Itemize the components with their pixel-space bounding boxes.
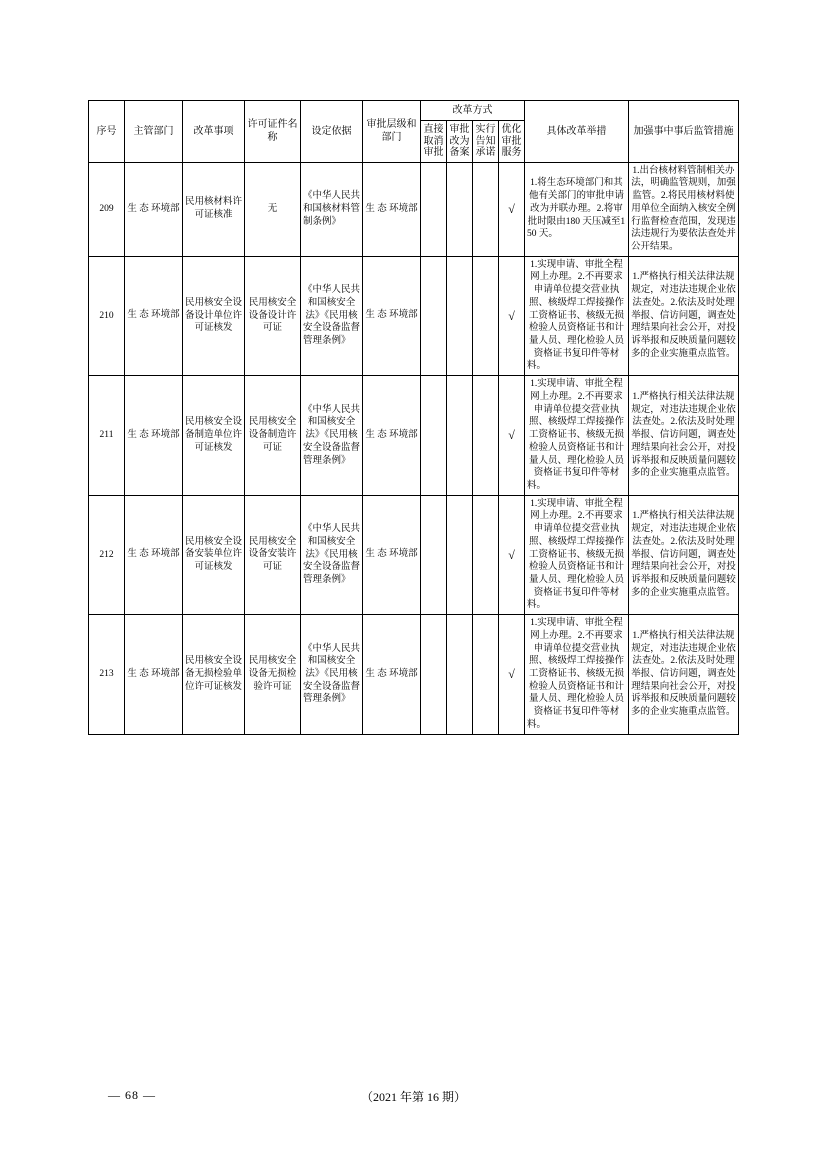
cell-seq: 213 [89, 615, 125, 734]
header-basis: 设定依据 [301, 101, 363, 163]
cell-level: 生 态 环境部 [363, 495, 421, 614]
cell-record [447, 376, 473, 495]
cell-basis: 《中华人民共和国核安全法》《民用核安全设备监督管理条例》 [301, 256, 363, 375]
cell-supervision: 1.严格执行相关法律法规规定，对违法违规企业依法查处。2.依法及时处理举报、信访问题，调查处理结果向社会公开，对投诉举报和反映质量问题较多的企业实施重点监管。 [629, 256, 739, 375]
header-reform-group: 改革方式 [421, 101, 525, 121]
cell-record [447, 256, 473, 375]
header-notify: 实行告知承诺 [473, 121, 499, 163]
cell-notify [473, 256, 499, 375]
cell-basis: 《中华人民共和国核材料管制条例》 [301, 162, 363, 256]
cell-cert: 民用核安全设备制造许可证 [245, 376, 301, 495]
cell-dept: 生 态 环境部 [125, 256, 183, 375]
cell-level: 生 态 环境部 [363, 256, 421, 375]
cell-notify [473, 376, 499, 495]
cell-measures: 1.实现申请、审批全程网上办理。2.不再要求申请单位提交营业执照、核级焊工焊接操作工资格证书、核级无损检验人员资格证书和计量人员、理化检验人员资格证书复印件等材料。 [525, 615, 629, 734]
cell-optimize: √ [499, 495, 525, 614]
cell-dept: 生 态 环境部 [125, 376, 183, 495]
issue-label: （2021 年第 16 期） [360, 1090, 466, 1104]
cell-notify [473, 495, 499, 614]
cell-basis: 《中华人民共和国核安全法》《民用核安全设备监督管理条例》 [301, 495, 363, 614]
cell-basis: 《中华人民共和国核安全法》《民用核安全设备监督管理条例》 [301, 376, 363, 495]
header-supervision: 加强事中事后监管措施 [629, 101, 739, 163]
cell-supervision: 1.严格执行相关法律法规规定，对违法违规企业依法查处。2.依法及时处理举报、信访问题，调查处理结果向社会公开，对投诉举报和反映质量问题较多的企业实施重点监管。 [629, 376, 739, 495]
cell-optimize: √ [499, 256, 525, 375]
cell-level: 生 态 环境部 [363, 615, 421, 734]
header-record: 审批改为备案 [447, 121, 473, 163]
table-row [89, 162, 739, 256]
cell-cancel [421, 376, 447, 495]
cell-supervision: 1.严格执行相关法律法规规定，对违法违规企业依法查处。2.依法及时处理举报、信访问题，调查处理结果向社会公开，对投诉举报和反映质量问题较多的企业实施重点监管。 [629, 495, 739, 614]
page-number: — 68 — [108, 1088, 156, 1102]
header-seq: 序号 [89, 101, 125, 163]
table-header [89, 101, 739, 163]
cell-cancel [421, 162, 447, 256]
header-row-1 [89, 101, 739, 121]
cell-cancel [421, 495, 447, 614]
cell-notify [473, 615, 499, 734]
cell-seq: 211 [89, 376, 125, 495]
cell-basis: 《中华人民共和国核安全法》《民用核安全设备监督管理条例》 [301, 615, 363, 734]
cell-optimize: √ [499, 376, 525, 495]
header-level: 审批层级和部门 [363, 101, 421, 163]
table-row [89, 615, 739, 734]
table-body [89, 162, 739, 734]
header-optimize: 优化审批服务 [499, 121, 525, 163]
cell-record [447, 615, 473, 734]
cell-cancel [421, 256, 447, 375]
table-row [89, 495, 739, 614]
cell-measures: 1.实现申请、审批全程网上办理。2.不再要求申请单位提交营业执照、核级焊工焊接操作工资格证书、核级无损检验人员资格证书和计量人员、理化检验人员资格证书复印件等材料。 [525, 256, 629, 375]
cell-supervision: 1.出台核材料管制相关办法，明确监管规则，加强监管。2.将民用核材料使用单位全面纳入核安全例行监督检查范围，发现违法违规行为要依法查处并公开结果。 [629, 162, 739, 256]
cell-cancel [421, 615, 447, 734]
cell-dept: 生 态 环境部 [125, 495, 183, 614]
cell-item: 民用核安全设备安装单位许可证核发 [183, 495, 245, 614]
cell-cert: 民用核安全设备设计许可证 [245, 256, 301, 375]
table-row [89, 376, 739, 495]
cell-item: 民用核安全设备无损检验单位许可证核发 [183, 615, 245, 734]
header-dept: 主管部门 [125, 101, 183, 163]
cell-dept: 生 态 环境部 [125, 615, 183, 734]
cell-seq: 209 [89, 162, 125, 256]
cell-optimize: √ [499, 615, 525, 734]
cell-item: 民用核安全设备设计单位许可证核发 [183, 256, 245, 375]
header-measures: 具体改革举措 [525, 101, 629, 163]
cell-notify [473, 162, 499, 256]
cell-item: 民用核材料许可证核准 [183, 162, 245, 256]
cell-level: 生 态 环境部 [363, 162, 421, 256]
cell-dept: 生 态 环境部 [125, 162, 183, 256]
header-item: 改革事项 [183, 101, 245, 163]
cell-record [447, 495, 473, 614]
cell-cert: 无 [245, 162, 301, 256]
cell-cert: 民用核安全设备无损检验许可证 [245, 615, 301, 734]
cell-seq: 212 [89, 495, 125, 614]
cell-cert: 民用核安全设备安装许可证 [245, 495, 301, 614]
cell-measures: 1.实现申请、审批全程网上办理。2.不再要求申请单位提交营业执照、核级焊工焊接操作工资格证书、核级无损检验人员资格证书和计量人员、理化检验人员资格证书复印件等材料。 [525, 495, 629, 614]
header-cert: 许可证件名称 [245, 101, 301, 163]
cell-level: 生 态 环境部 [363, 376, 421, 495]
reform-table-container [88, 100, 738, 735]
cell-measures: 1.实现申请、审批全程网上办理。2.不再要求申请单位提交营业执照、核级焊工焊接操作工资格证书、核级无损检验人员资格证书和计量人员、理化检验人员资格证书复印件等材料。 [525, 376, 629, 495]
cell-record [447, 162, 473, 256]
cell-optimize: √ [499, 162, 525, 256]
reform-table [88, 100, 739, 735]
header-cancel: 直接取消审批 [421, 121, 447, 163]
cell-item: 民用核安全设备制造单位许可证核发 [183, 376, 245, 495]
cell-supervision: 1.严格执行相关法律法规规定，对违法违规企业依法查处。2.依法及时处理举报、信访问题，调查处理结果向社会公开，对投诉举报和反映质量问题较多的企业实施重点监管。 [629, 615, 739, 734]
table-row [89, 256, 739, 375]
cell-measures: 1.将生态环境部门和其他有关部门的审批申请改为并联办理。2.将审批时限由180 天压减至150 天。 [525, 162, 629, 256]
cell-seq: 210 [89, 256, 125, 375]
